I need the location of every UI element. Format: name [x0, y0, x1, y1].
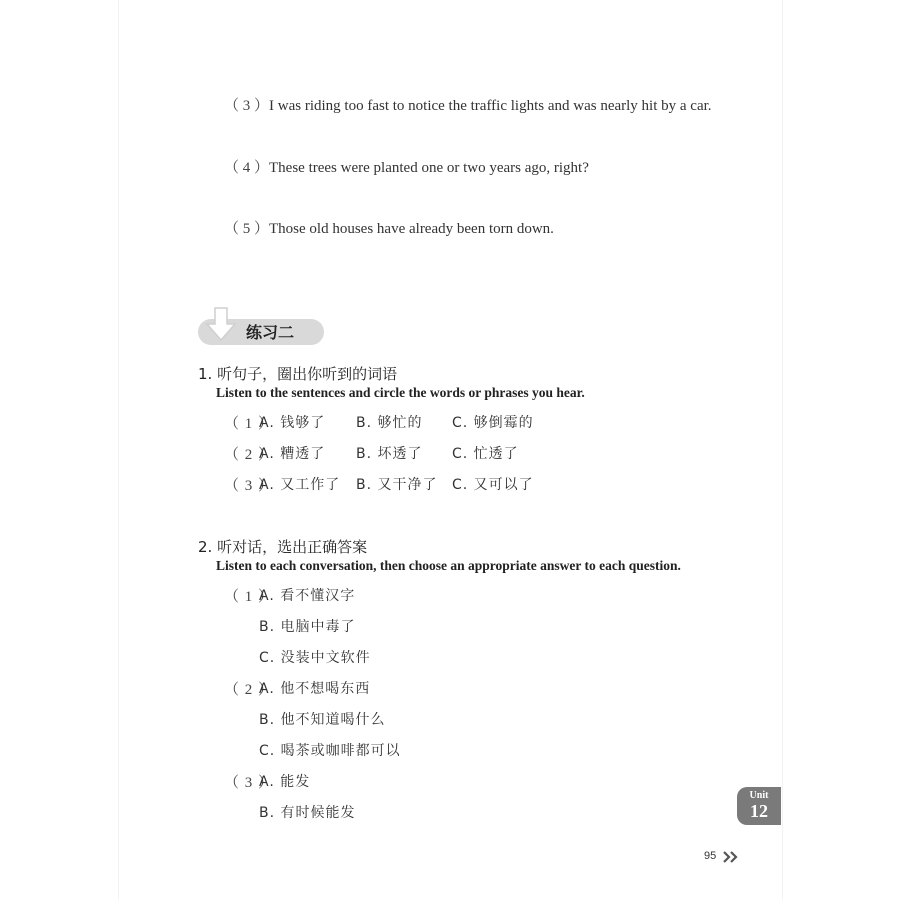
option-a[interactable]: A. 他不想喝东西 [259, 681, 371, 697]
sentence-5 [224, 217, 554, 238]
sentence-text: Those old houses have already been torn down. [269, 221, 554, 237]
unit-number: 12 [750, 801, 768, 821]
option-c[interactable]: C. 忙透了 [452, 446, 519, 462]
item-number: （ 1 ） [224, 416, 275, 432]
question-1-heading: 1. 听句子，圈出你听到的词语 [198, 365, 398, 383]
option-c[interactable]: C. 没装中文软件 [259, 650, 371, 666]
item-number: （ 2 ） [224, 682, 275, 698]
unit-tab [737, 787, 781, 825]
option-b[interactable]: B. 坏透了 [356, 446, 423, 462]
option-b[interactable]: B. 电脑中毒了 [259, 619, 356, 635]
q1-item-3 [224, 474, 534, 495]
option-c[interactable]: C. 又可以了 [452, 477, 534, 493]
item-number: （ 3 ） [224, 775, 275, 791]
q1-item-2 [224, 443, 519, 464]
q2-item-3 [224, 771, 311, 792]
question-2-subheading: Listen to each conversation, then choose an appropriate answer to each question. [216, 558, 681, 573]
item-number: （ 3 ） [224, 98, 270, 114]
item-number: （ 1 ） [224, 589, 275, 605]
item-number: （ 2 ） [224, 447, 275, 463]
option-a[interactable]: A. 看不懂汉字 [259, 588, 356, 604]
item-number: （ 5 ） [224, 221, 270, 237]
page-background [118, 0, 783, 900]
item-number: （ 3 ） [224, 478, 275, 494]
q2-item-2 [224, 678, 371, 699]
option-b[interactable]: B. 有时候能发 [259, 805, 356, 821]
question-1-subheading: Listen to the sentences and circle the words or phrases you hear. [216, 385, 585, 400]
q2-item-1 [224, 585, 356, 606]
unit-label: Unit [749, 790, 769, 801]
option-a[interactable]: A. 能发 [259, 774, 311, 790]
option-c[interactable]: C. 喝茶或咖啡都可以 [259, 743, 401, 759]
question-2-heading: 2. 听对话，选出正确答案 [198, 538, 368, 556]
q1-item-1 [224, 412, 534, 433]
down-arrow-icon [204, 306, 238, 346]
option-c[interactable]: C. 够倒霉的 [452, 415, 534, 431]
exercise-title: 练习二 [246, 323, 295, 342]
option-b[interactable]: B. 又干净了 [356, 477, 438, 493]
sentence-text: These trees were planted one or two years ago, right? [269, 160, 589, 176]
option-a[interactable]: A. 钱够了 [259, 415, 326, 431]
sentence-3 [224, 94, 712, 115]
page-number: 95 [704, 850, 717, 862]
option-a[interactable]: A. 又工作了 [259, 477, 341, 493]
double-chevron-right-icon [723, 851, 741, 863]
option-b[interactable]: B. 够忙的 [356, 415, 423, 431]
sentence-4 [224, 156, 589, 177]
sentence-text: I was riding too fast to notice the traffic lights and was nearly hit by a car. [269, 98, 712, 114]
option-a[interactable]: A. 糟透了 [259, 446, 326, 462]
item-number: （ 4 ） [224, 160, 270, 176]
option-b[interactable]: B. 他不知道喝什么 [259, 712, 386, 728]
